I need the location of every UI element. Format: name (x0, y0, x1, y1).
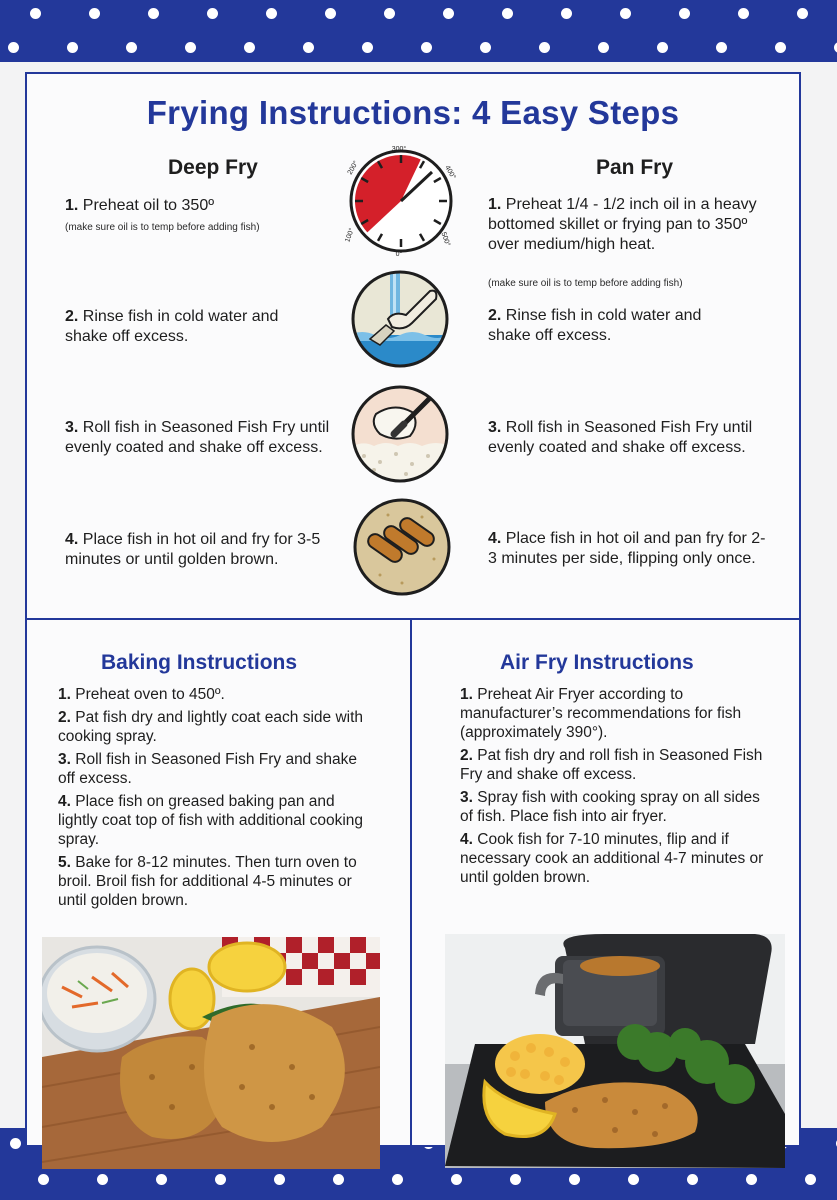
decorative-dot (775, 42, 786, 53)
decorative-dot (687, 1174, 698, 1185)
step-text: Cook fish for 7-10 minutes, flip and if necessary cook an additional 4-7 minutes or until golden brown. (460, 831, 764, 886)
decorative-dot (38, 1174, 49, 1185)
step-number: 1. (58, 686, 71, 703)
step-number: 1. (460, 686, 473, 703)
decorative-dot (274, 1174, 285, 1185)
pan-fry-step-1-note: (make sure oil is to temp before adding fish) (488, 278, 683, 289)
dial-label-100: 100° (345, 227, 356, 244)
step-text: Preheat Air Fryer according to manufacturer’s recommendations for fish (approximately 390°). (460, 686, 742, 741)
step-text: Pat fish dry and lightly coat each side with cooking spray. (58, 709, 364, 745)
decorative-dot (443, 8, 454, 19)
decorative-dot (362, 42, 373, 53)
baking-list (58, 685, 378, 914)
decorative-dot (266, 8, 277, 19)
baking-step-3 (58, 750, 378, 788)
step-text: Preheat oil to 350º (82, 197, 215, 214)
decorative-dot (738, 8, 749, 19)
dial-label-0: 0° (395, 251, 403, 257)
baking-step-1 (58, 685, 378, 704)
pan-fry-heading: Pan Fry (596, 156, 674, 179)
air-fry-step-2 (460, 746, 775, 784)
step-number: 3. (65, 419, 79, 436)
step-text: Rinse fish in cold water and shake off excess. (65, 308, 279, 345)
baking-step-5 (58, 853, 378, 910)
dial-label-200: 200° (346, 159, 360, 176)
step-text: Roll fish in Seasoned Fish Fry until evenly coated and shake off excess. (65, 419, 330, 456)
step-number: 2. (65, 308, 79, 325)
step-number: 4. (58, 793, 71, 810)
decorative-dot (561, 8, 572, 19)
decorative-dot (569, 1174, 580, 1185)
decorative-dot (207, 8, 218, 19)
step-text: Roll fish in Seasoned Fish Fry until evenly coated and shake off excess. (488, 419, 753, 456)
decorative-dot (333, 1174, 344, 1185)
step-number: 3. (58, 751, 71, 768)
air-fry-heading: Air Fry Instructions (500, 651, 694, 674)
decorative-dot (384, 8, 395, 19)
step-number: 3. (460, 789, 473, 806)
deep-fry-step-1 (65, 196, 335, 216)
decorative-dot (185, 42, 196, 53)
decorative-dot (97, 1174, 108, 1185)
decorative-dot (679, 8, 690, 19)
rinse-fish-icon (350, 269, 450, 369)
decorative-dot (303, 42, 314, 53)
step-text: Place fish on greased baking pan and lightly coat top of fish with additional cooking spray. (58, 793, 364, 848)
section-divider-horizontal (25, 618, 801, 620)
baking-heading: Baking Instructions (101, 651, 298, 674)
pan-fry-step-2 (488, 306, 738, 346)
dial-label-500: 500° (439, 231, 452, 248)
deep-fry-heading: Deep Fry (168, 156, 258, 179)
step-text: Place fish in hot oil and pan fry for 2-3 minutes per side, flipping only once. (488, 530, 766, 567)
decorative-dot (657, 42, 668, 53)
step-text: Bake for 8-12 minutes. Then turn oven to broil. Broil fish for additional 4-5 minutes or until golden brown. (58, 854, 357, 909)
step-number: 5. (58, 854, 71, 871)
step-text: Roll fish in Seasoned Fish Fry and shake off excess. (58, 751, 357, 787)
decorative-dot (620, 8, 631, 19)
pan-fry-step-3 (488, 418, 768, 458)
decorative-dot (126, 42, 137, 53)
page-title: Frying Instructions: 4 Easy Steps (146, 94, 680, 131)
decorative-dot (628, 1174, 639, 1185)
air-fry-step-3 (460, 788, 775, 826)
decorative-dot (67, 42, 78, 53)
dial-label-300: 300° (391, 146, 407, 153)
pan-fry-step-1 (488, 195, 758, 255)
decorative-dot (539, 42, 550, 53)
decorative-dot (89, 8, 100, 19)
step-number: 4. (488, 530, 502, 547)
pan-fry-step-4 (488, 529, 768, 569)
deep-fry-step-1-note: (make sure oil is to temp before adding fish) (65, 222, 260, 233)
decorative-dot (805, 1174, 816, 1185)
step-text: Place fish in hot oil and fry for 3-5 minutes or until golden brown. (65, 531, 321, 568)
deep-fry-step-2 (65, 307, 315, 347)
decorative-dot (30, 8, 41, 19)
decorative-dot (502, 8, 513, 19)
decorative-dot (421, 42, 432, 53)
coat-fish-icon (350, 384, 450, 484)
step-text: Spray fish with cooking spray on all sides of fish. Place fish into air fryer. (460, 789, 760, 825)
section-divider-vertical (410, 620, 412, 1147)
decorative-dot (215, 1174, 226, 1185)
decorative-dot (480, 42, 491, 53)
decorative-dot (598, 42, 609, 53)
air-fried-fish-photo (445, 934, 785, 1168)
baking-step-2 (58, 708, 378, 746)
deep-fry-step-4 (65, 530, 345, 570)
step-number: 3. (488, 419, 502, 436)
air-fry-step-4 (460, 830, 775, 887)
decorative-dot (148, 8, 159, 19)
decorative-dot (510, 1174, 521, 1185)
decorative-dot (746, 1174, 757, 1185)
deep-fry-step-3 (65, 418, 345, 458)
decorative-dot (392, 1174, 403, 1185)
decorative-dot (8, 42, 19, 53)
thermometer-dial-icon (345, 145, 457, 257)
air-fry-step-1 (460, 685, 775, 742)
decorative-dot (716, 42, 727, 53)
step-number: 2. (460, 747, 473, 764)
decorative-dot (156, 1174, 167, 1185)
step-text: Preheat 1/4 - 1/2 inch oil in a heavy bottomed skillet or frying pan to 350º over medium/high heat. (488, 196, 757, 253)
step-number: 4. (65, 531, 79, 548)
step-number: 2. (58, 709, 71, 726)
decorative-dot (451, 1174, 462, 1185)
decorative-dot (325, 8, 336, 19)
baked-fish-photo (42, 937, 380, 1169)
dial-label-400: 400° (443, 164, 457, 181)
baking-step-4 (58, 792, 378, 849)
decorative-dot (244, 42, 255, 53)
step-number: 2. (488, 307, 502, 324)
decorative-dot (797, 8, 808, 19)
air-fry-list (460, 685, 775, 891)
fried-fish-icon (352, 497, 452, 597)
step-number: 4. (460, 831, 473, 848)
step-number: 1. (65, 197, 79, 214)
decorative-dot (10, 1138, 21, 1149)
step-text: Preheat oven to 450º. (75, 686, 225, 703)
step-number: 1. (488, 196, 502, 213)
step-text: Pat fish dry and roll fish in Seasoned Fish Fry and shake off excess. (460, 747, 763, 783)
step-text: Rinse fish in cold water and shake off excess. (488, 307, 702, 344)
